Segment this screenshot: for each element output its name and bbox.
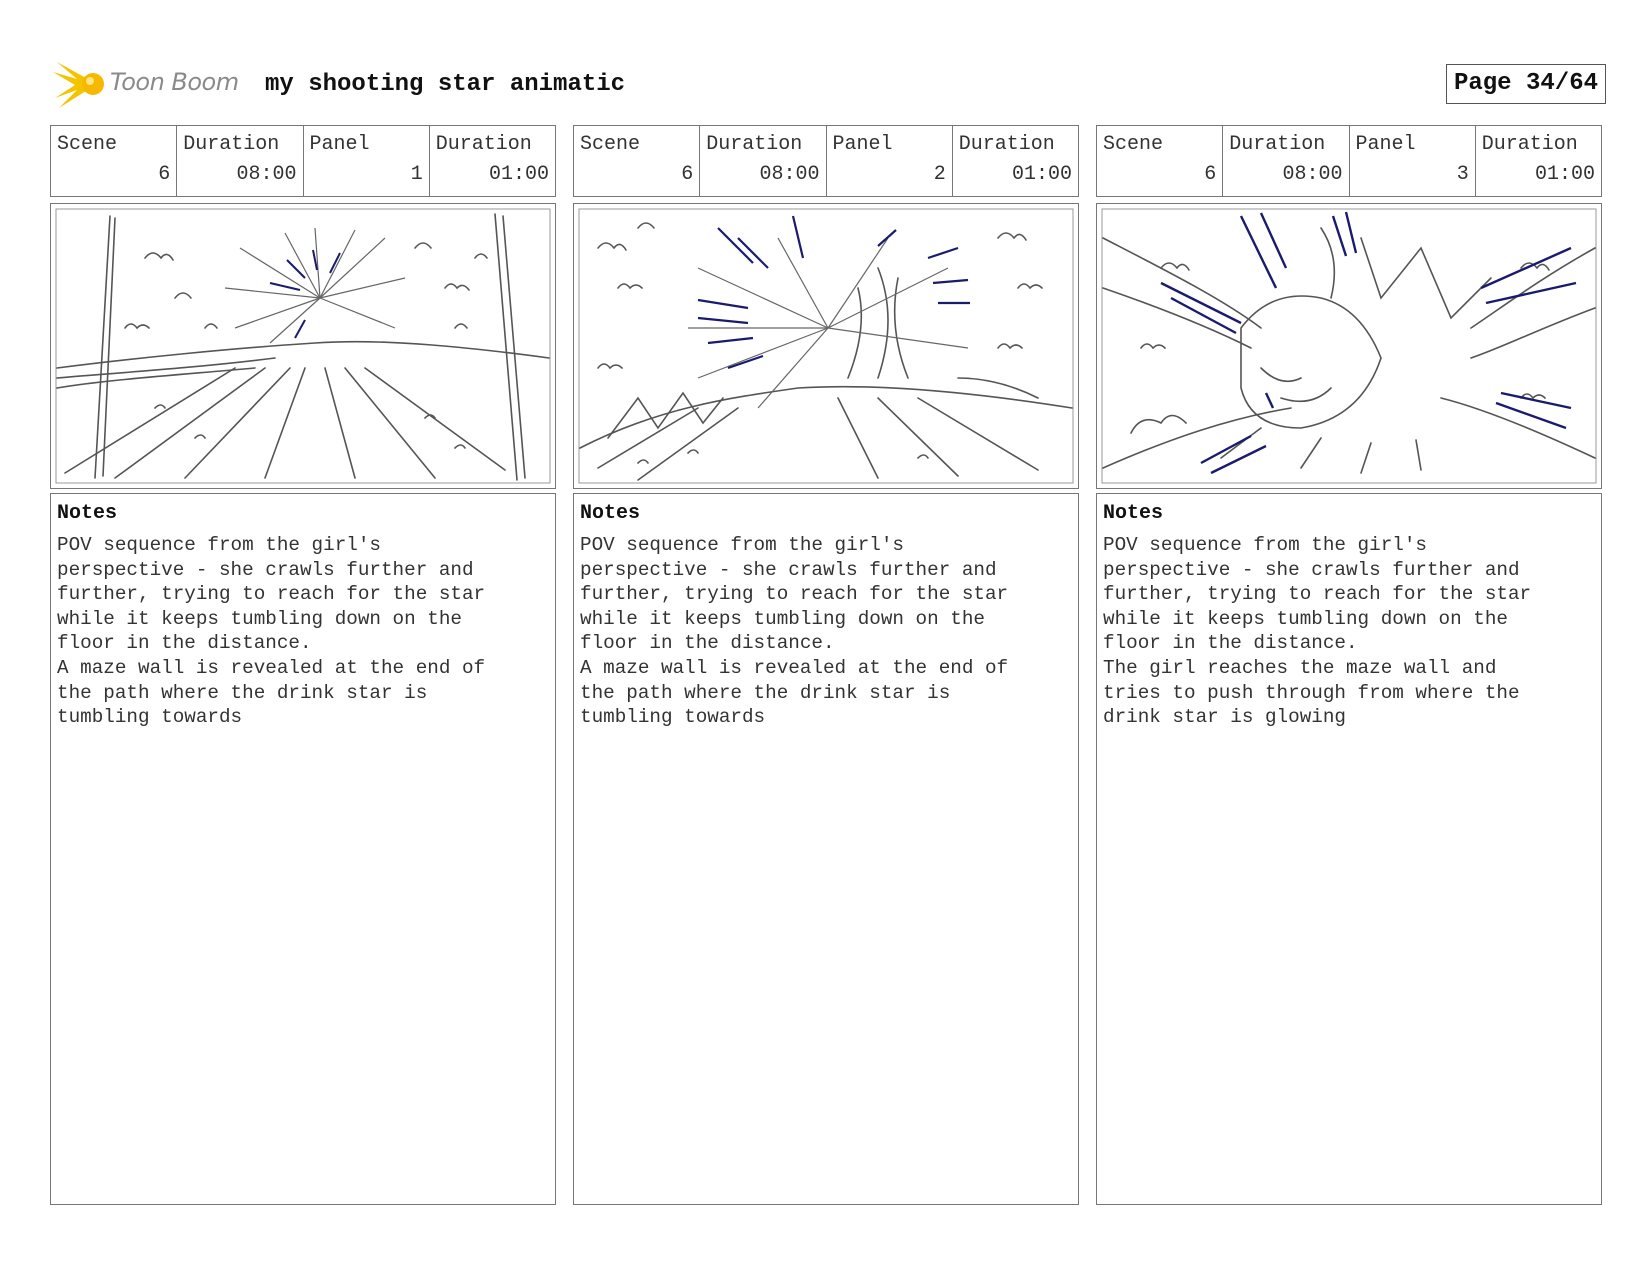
panel-info-table [50, 125, 556, 197]
notes-label: Notes [1103, 502, 1164, 525]
panel-info-table [573, 125, 1079, 197]
panel-duration-cell [430, 126, 555, 196]
panel-duration-label: Duration [958, 133, 1055, 156]
notes-box [573, 493, 1079, 1205]
panel-label: Panel [309, 133, 370, 156]
notes-box [1096, 493, 1602, 1205]
notes-text: POV sequence from the girl's perspective - she crawls further and further, trying to reach for the star while it keeps tumbling down on the floor in the distance. A maze wall is revealed at the end of the path where the drink star is tumbling towards [57, 534, 486, 729]
highlight-lines [698, 216, 970, 368]
storyboard-panel-3 [1096, 125, 1602, 1205]
sketch-frame [1096, 203, 1602, 489]
storyboard-panel-2 [573, 125, 1079, 1205]
starburst-lines [225, 228, 405, 343]
scene-label: Scene [1103, 133, 1164, 156]
scene-value: 6 [1204, 163, 1217, 186]
sketch-frame [573, 203, 1079, 489]
scene-label: Scene [57, 133, 118, 156]
panel-label: Panel [1355, 133, 1416, 156]
sketch-image [55, 208, 551, 484]
page-header [50, 58, 1606, 110]
sketch-frame [50, 203, 556, 489]
scene-duration-value: 08:00 [236, 163, 297, 186]
scene-duration-value: 08:00 [1282, 163, 1343, 186]
panel-duration-label: Duration [1481, 133, 1578, 156]
scene-duration-label: Duration [706, 133, 803, 156]
starburst-lines [688, 238, 968, 408]
scene-cell [51, 126, 177, 196]
sketch-image [1101, 208, 1597, 484]
notes-label: Notes [580, 502, 641, 525]
scene-duration-value: 08:00 [759, 163, 820, 186]
notes-text: POV sequence from the girl's perspective - she crawls further and further, trying to reach for the star while it keeps tumbling down on the floor in the distance. A maze wall is revealed at the end of the path where the drink star is tumbling towards [580, 534, 1009, 729]
scene-label: Scene [580, 133, 641, 156]
document-title: my shooting star animatic [265, 71, 626, 98]
scene-duration-cell [700, 126, 826, 196]
panel-cell [304, 126, 430, 196]
panel-duration-value: 01:00 [488, 163, 549, 186]
storyboard-panel-1 [50, 125, 556, 1205]
highlight-lines [1161, 212, 1576, 473]
scene-duration-label: Duration [183, 133, 280, 156]
panel-value: 2 [933, 163, 946, 186]
notes-text: POV sequence from the girl's perspective - she crawls further and further, trying to reach for the star while it keeps tumbling down on the floor in the distance. The girl reaches the maze wall and tries to push through from where the drink star is glowing [1103, 534, 1532, 729]
panel-cell [1350, 126, 1476, 196]
panel-cell [827, 126, 953, 196]
scene-value: 6 [681, 163, 694, 186]
panel-duration-cell [1476, 126, 1601, 196]
notes-label: Notes [57, 502, 118, 525]
scene-cell [1097, 126, 1223, 196]
shooting-star-logo-icon [53, 58, 109, 110]
toon-boom-logo [53, 58, 249, 110]
scene-cell [574, 126, 700, 196]
sketch-image [578, 208, 1074, 484]
notes-box [50, 493, 556, 1205]
scene-duration-cell [1223, 126, 1349, 196]
logo-text: Toon Boom [110, 68, 239, 96]
page-number: Page 34/64 [1446, 64, 1606, 104]
panel-duration-value: 01:00 [1534, 163, 1595, 186]
scene-duration-label: Duration [1229, 133, 1326, 156]
panel-value: 1 [410, 163, 423, 186]
scene-duration-cell [177, 126, 303, 196]
panel-info-table [1096, 125, 1602, 197]
panel-duration-label: Duration [435, 133, 532, 156]
panel-value: 3 [1456, 163, 1469, 186]
scene-value: 6 [158, 163, 171, 186]
panel-label: Panel [832, 133, 893, 156]
panel-duration-cell [953, 126, 1078, 196]
panel-duration-value: 01:00 [1011, 163, 1072, 186]
